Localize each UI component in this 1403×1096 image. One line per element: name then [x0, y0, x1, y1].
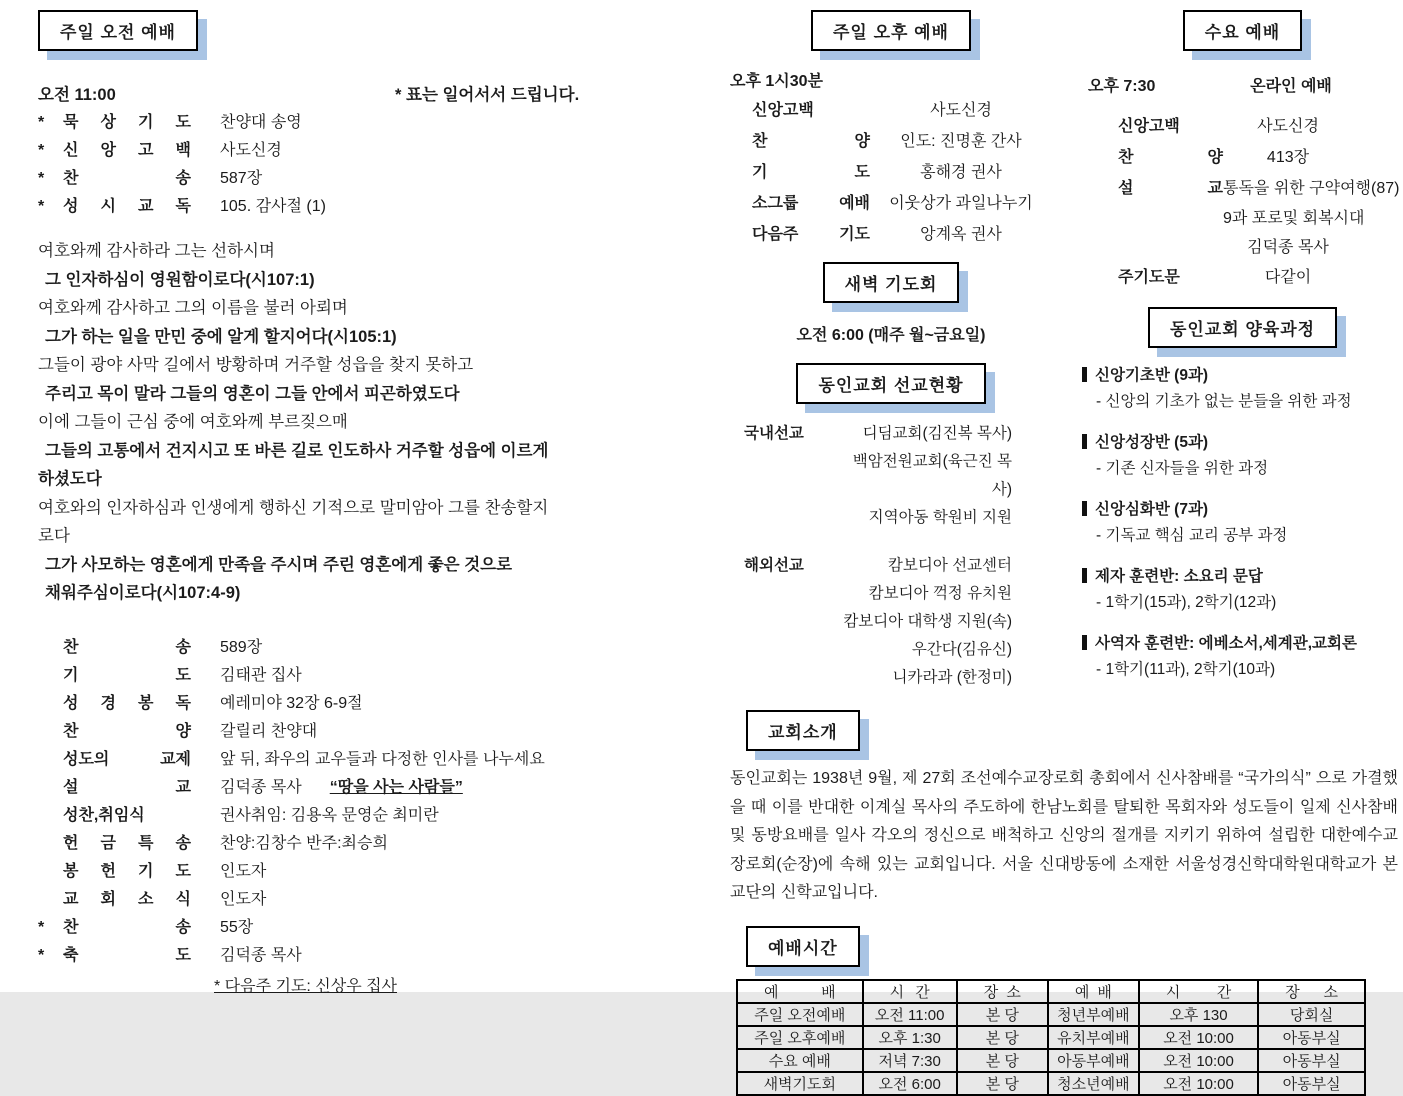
- item-label: 소그룹 예배: [752, 195, 870, 212]
- afternoon-time: 오후 1시30분: [730, 73, 823, 90]
- list-item: [38, 193, 668, 221]
- list-item: [38, 746, 668, 774]
- education-item-name: 사역자 훈련반: 에베소서,세계관,교회론: [1095, 635, 1357, 652]
- cell: 주일 오전예배: [737, 1003, 863, 1026]
- education-item: [1082, 497, 1403, 549]
- education-title-box: 동인교회 양육과정: [1148, 307, 1337, 348]
- group-label: 해외선교: [744, 557, 804, 574]
- cell: 당회실: [1258, 1003, 1365, 1026]
- responsive-reading: [38, 237, 668, 608]
- mission-title-box: 동인교회 선교현황: [796, 363, 985, 404]
- dawn-title-box: 새벽 기도회: [823, 262, 960, 303]
- list-item: [38, 165, 668, 193]
- morning-worship-section: [38, 0, 668, 1001]
- list-item: [38, 690, 668, 718]
- next-week-prayer: * 다음주 기도: 신상우 집사: [214, 977, 398, 995]
- schedule-title-box-wrap: [746, 926, 1052, 967]
- wednesday-order: [1082, 111, 1403, 293]
- education-item-title: [1082, 430, 1403, 456]
- scripture-line: 하셨도다: [38, 470, 102, 488]
- table-row: [737, 1026, 1365, 1049]
- sermon-preacher: 김덕종 목사: [1247, 239, 1329, 256]
- education-item-name: 제자 훈련반: 소요리 문답: [1095, 568, 1263, 585]
- stand-note: * 표는 일어서서 드립니다.: [395, 86, 580, 104]
- scripture-line: 그들의 고통에서 건지시고 또 바른 길로 인도하사 거주할 성읍에 이르게: [45, 441, 549, 460]
- stand-marker: [38, 634, 63, 662]
- item-label: 성도의 교제: [63, 750, 191, 768]
- item-value: 413장: [1266, 149, 1310, 166]
- item-value: 통독을 위한 구약여행(87): [1223, 180, 1400, 197]
- item-label: 찬 송: [63, 918, 191, 936]
- item-label: 성 경 봉 독: [63, 694, 191, 712]
- item-label: 성찬,취임식: [63, 806, 145, 824]
- item-value: 105. 감사절 (1): [220, 198, 326, 215]
- scripture-line: 여호와께 감사하고 그의 이름을 불러 아뢰며: [38, 299, 348, 317]
- item-value: 다같이: [1264, 269, 1312, 286]
- list-item: [730, 157, 1052, 188]
- cell: 수요 예배: [737, 1049, 863, 1072]
- section-marker-icon: [1082, 635, 1087, 650]
- table-row: [737, 1049, 1365, 1072]
- morning-opening-items: [38, 109, 668, 221]
- item-value: 권사취임: 김용옥 문영순 최미란: [220, 806, 439, 824]
- education-item-name: 신앙심화반 (7과): [1095, 501, 1209, 518]
- item-value: 갈릴리 찬양대: [220, 722, 318, 740]
- list-item: [1082, 142, 1403, 173]
- item-label: 신앙고백: [752, 102, 814, 119]
- cell: 오전 11:00: [863, 1003, 957, 1026]
- cell: 본 당: [957, 1049, 1048, 1072]
- scripture-line: 그가 하는 일을 만민 중에 알게 할지어다(시105:1): [45, 327, 397, 346]
- group-label: 국내선교: [744, 425, 804, 442]
- scripture-line: 이에 그들이 근심 중에 여호와께 부르짖으매: [38, 413, 348, 431]
- item-label: 신 앙 고 백: [63, 142, 191, 159]
- scripture-line: 로다: [38, 527, 70, 545]
- list-item: 니카라과 (한정미): [892, 669, 1012, 686]
- item-value: 김덕종 목사: [220, 946, 302, 964]
- about-title-box: 교회소개: [746, 710, 860, 751]
- morning-header-row: [38, 81, 668, 109]
- stand-marker: *: [38, 114, 45, 131]
- item-value: 사도신경: [220, 142, 282, 159]
- stand-marker: [38, 746, 63, 774]
- section-marker-icon: [1082, 568, 1087, 583]
- education-item-desc: - 신앙의 기초가 없는 분들을 위한 과정: [1096, 393, 1352, 410]
- overseas-mission-group: [730, 552, 1052, 692]
- group-list: [839, 552, 1052, 692]
- item-value: 김덕종 목사: [220, 778, 302, 796]
- education-item-title: [1082, 631, 1403, 657]
- morning-time: 오전 11:00: [38, 86, 116, 104]
- scripture-line: 여호와의 인자하심과 인생에게 행하신 기적으로 말미암아 그를 찬송할지: [38, 498, 549, 517]
- item-value: 사도신경: [1257, 118, 1319, 135]
- scripture-line: 주리고 목이 말라 그들의 영혼이 그들 안에서 피곤하였도다: [45, 384, 460, 403]
- item-label: 설 교: [63, 778, 191, 796]
- item-label: 설 교: [1118, 180, 1223, 197]
- schedule-title-box: 예배시간: [746, 926, 860, 967]
- education-item: [1082, 430, 1403, 482]
- section-marker-icon: [1082, 434, 1087, 449]
- list-item: [38, 942, 668, 970]
- item-label: 성 시 교 독: [63, 198, 191, 215]
- education-list: [1082, 363, 1403, 683]
- list-item: 지역아동 학원비 지원: [868, 509, 1012, 526]
- education-item-name: 신앙기초반 (9과): [1095, 367, 1209, 384]
- cell: 저녁 7:30: [863, 1049, 957, 1072]
- col-header: 장 소: [1258, 980, 1365, 1003]
- list-item: [38, 718, 668, 746]
- wednesday-header-row: [1082, 73, 1403, 101]
- stand-marker: [38, 662, 63, 690]
- list-item: [38, 914, 668, 942]
- stand-marker: [38, 886, 63, 914]
- list-item: [38, 830, 668, 858]
- cell: 청년부예배: [1048, 1003, 1139, 1026]
- scripture-line: 그들이 광야 사막 길에서 방황하며 거주할 성읍을 찾지 못하고: [38, 356, 474, 374]
- list-item-sermon: [38, 774, 668, 802]
- stand-marker: [38, 774, 63, 802]
- cell: 오후 130: [1139, 1003, 1258, 1026]
- stand-marker: [38, 690, 63, 718]
- cell: 주일 오후예배: [737, 1026, 863, 1049]
- item-value: 앙계옥 권사: [920, 226, 1002, 243]
- education-item-desc: - 기독교 핵심 교리 공부 과정: [1096, 527, 1288, 544]
- col-header: 시 간: [1139, 980, 1258, 1003]
- mission-title-box-wrap: [730, 363, 1052, 404]
- item-label: 기 도: [63, 666, 191, 684]
- sermon-title: “땅을 사는 사람들”: [329, 778, 463, 796]
- group-list: [839, 420, 1052, 532]
- scripture-line: 여호와께 감사하라 그는 선하시며: [38, 242, 275, 260]
- item-value: 인도자: [220, 890, 267, 908]
- list-item: 캄보디아 꺽정 유치원: [868, 585, 1012, 602]
- list-item: [38, 802, 668, 830]
- item-label: 묵 상 기 도: [63, 114, 191, 131]
- item-label: 찬 양: [752, 133, 870, 150]
- worship-schedule-table: [736, 979, 1366, 1096]
- stand-marker: *: [38, 170, 45, 187]
- right-column: [1082, 0, 1403, 683]
- education-title-box-wrap: [1082, 307, 1403, 348]
- item-value: 예레미야 32장 6-9절: [220, 694, 363, 712]
- education-item-desc: - 1학기(11과), 2학기(10과): [1096, 661, 1276, 678]
- item-value: 55장: [220, 918, 254, 936]
- wednesday-title-box-wrap: [1082, 10, 1403, 51]
- item-value: 찬양:김창수 반주:최승희: [220, 834, 388, 852]
- cell: 본 당: [957, 1026, 1048, 1049]
- afternoon-order: [730, 95, 1052, 250]
- table-row: [737, 1072, 1365, 1095]
- education-item: [1082, 631, 1403, 683]
- table-header-row: [737, 980, 1365, 1003]
- item-label: 축 도: [63, 946, 191, 964]
- education-item-title: [1082, 363, 1403, 389]
- list-item: 캄보디아 대학생 지원(속): [843, 613, 1012, 630]
- morning-title-box-wrap: [38, 10, 668, 51]
- item-value: 사도신경: [930, 102, 992, 119]
- item-label: 신앙고백: [1118, 118, 1180, 135]
- stand-marker: [38, 830, 63, 858]
- item-label: 다음주 기도: [752, 226, 870, 243]
- stand-marker: [38, 802, 63, 830]
- scripture-line: 채워주심이로다(시107:4-9): [45, 584, 241, 602]
- item-value: 이웃상가 과일나누기: [889, 195, 1033, 212]
- cell: 오전 10:00: [1139, 1026, 1258, 1049]
- education-item: [1082, 363, 1403, 415]
- item-label: 찬 송: [63, 638, 191, 656]
- section-marker-icon: [1082, 367, 1087, 382]
- item-value: 찬양대 송영: [220, 114, 302, 131]
- education-item-title: [1082, 497, 1403, 523]
- education-item-name: 신앙성장반 (5과): [1095, 434, 1209, 451]
- morning-title-box: 주일 오전 예배: [38, 10, 198, 51]
- cell: 새벽기도회: [737, 1072, 863, 1095]
- dawn-title-box-wrap: [730, 262, 1052, 303]
- cell: 아동부예배: [1048, 1049, 1139, 1072]
- list-item: [1082, 111, 1403, 142]
- list-item: [730, 126, 1052, 157]
- item-label: 찬 양: [63, 722, 191, 740]
- list-item: [1082, 262, 1403, 293]
- list-item: 백암전원교회(육근진 목사): [852, 453, 1012, 498]
- item-label: 기 도: [752, 164, 870, 181]
- col-header: 장 소: [957, 980, 1048, 1003]
- cell: 오전 10:00: [1139, 1049, 1258, 1072]
- list-item: [38, 109, 668, 137]
- item-value: 인도: 진명훈 간사: [900, 133, 1022, 150]
- wednesday-title-box: 수요 예배: [1183, 10, 1302, 51]
- wednesday-mode: 온라인 예배: [1250, 78, 1332, 95]
- about-title-box-wrap: [746, 710, 1052, 751]
- cell: 청소년예배: [1048, 1072, 1139, 1095]
- item-value: 587장: [220, 170, 263, 187]
- col-header: 시 간: [863, 980, 957, 1003]
- list-item: [38, 634, 668, 662]
- list-item: [38, 137, 668, 165]
- education-item-title: [1082, 564, 1403, 590]
- item-label: 주기도문: [1118, 269, 1180, 286]
- stand-marker: *: [38, 918, 45, 936]
- list-item: [730, 188, 1052, 219]
- stand-marker: *: [38, 198, 45, 215]
- cell: 오후 1:30: [863, 1026, 957, 1049]
- cell: 오전 10:00: [1139, 1072, 1258, 1095]
- item-label: 헌 금 특 송: [63, 834, 191, 852]
- sermon-subtitle: 9과 포로및 회복시대: [1223, 210, 1365, 227]
- section-marker-icon: [1082, 501, 1087, 516]
- cell: 아동부실: [1258, 1026, 1365, 1049]
- list-item: [730, 95, 1052, 126]
- scripture-line: 그 인자하심이 영원함이로다(시107:1): [45, 270, 315, 289]
- item-value: 인도자: [220, 862, 267, 880]
- col-header: 예 배: [737, 980, 863, 1003]
- item-value: 홍해경 권사: [920, 164, 1002, 181]
- cell: 본 당: [957, 1003, 1048, 1026]
- item-value: 589장: [220, 638, 263, 656]
- education-item-desc: - 1학기(15과), 2학기(12과): [1096, 594, 1277, 611]
- afternoon-title-box: 주일 오후 예배: [811, 10, 971, 51]
- item-value: 앞 뒤, 좌우의 교우들과 다정한 인사를 나누세요: [220, 750, 545, 768]
- domestic-mission-group: [730, 420, 1052, 532]
- afternoon-title-box-wrap: [730, 10, 1052, 51]
- dawn-time: 오전 6:00 (매주 월~금요일): [796, 327, 986, 344]
- church-introduction: 동인교회는 1938년 9월, 제 27회 조선예수교장로회 총회에서 신사참배를 “국가의식” 으로 가결했을 때 이를 반대한 이계실 목사의 주도하에 한남노회를 탈퇴한 목회자와 성도들이 일제 신사참배 및 동방요배를 일사 각오의 정신으로 배척하고 신앙의 절개를 지키기 위하여 설립한 대한예수교 장로회(순장)에 속해 있는 교회입니다. 서울 신대방동에 소재한 서울성경신학대학원대학교가 본 교단의 신학교입니다.: [730, 770, 1398, 901]
- item-value: 김태관 집사: [220, 666, 302, 684]
- list-item: [730, 219, 1052, 250]
- item-label: 교 회 소 식: [63, 890, 191, 908]
- list-item: 캄보디아 선교센터: [887, 557, 1012, 574]
- stand-marker: *: [38, 142, 45, 159]
- col-header: 예 배: [1048, 980, 1139, 1003]
- list-item: [38, 858, 668, 886]
- table-row: [737, 1003, 1365, 1026]
- item-label: 찬 양: [1118, 149, 1223, 166]
- wednesday-time: 오후 7:30: [1088, 78, 1156, 95]
- item-label: 봉 헌 기 도: [63, 862, 191, 880]
- list-item: [38, 886, 668, 914]
- item-label: 찬 송: [63, 170, 191, 187]
- cell: 아동부실: [1258, 1049, 1365, 1072]
- education-item: [1082, 564, 1403, 616]
- list-item: [38, 662, 668, 690]
- cell: 오전 6:00: [863, 1072, 957, 1095]
- list-item: 우간다(김유신): [911, 641, 1012, 658]
- scripture-line: 그가 사모하는 영혼에게 만족을 주시며 주린 영혼에게 좋은 것으로: [45, 555, 513, 574]
- cell: 아동부실: [1258, 1072, 1365, 1095]
- stand-marker: [38, 858, 63, 886]
- stand-marker: [38, 718, 63, 746]
- cell: 본 당: [957, 1072, 1048, 1095]
- cell: 유치부예배: [1048, 1026, 1139, 1049]
- morning-order-of-worship: [38, 634, 668, 970]
- education-item-desc: - 기존 신자들을 위한 과정: [1096, 460, 1269, 477]
- list-item: 디딤교회(김진복 목사): [862, 425, 1012, 442]
- list-item: [1082, 173, 1403, 204]
- stand-marker: *: [38, 946, 45, 964]
